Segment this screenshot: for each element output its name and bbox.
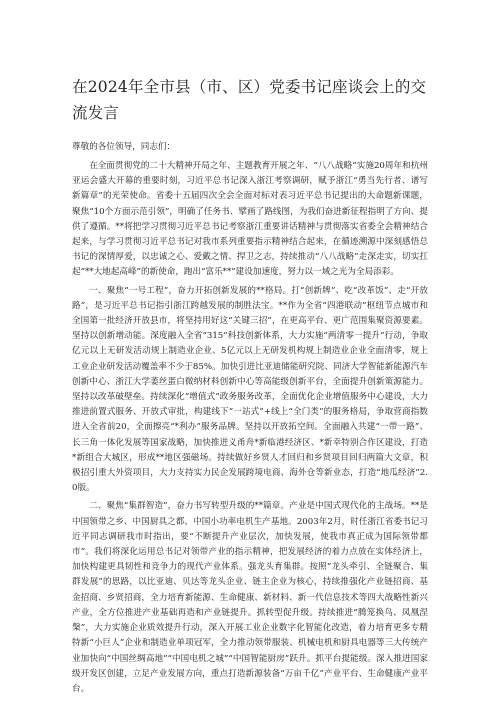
body-paragraph-intro: 在全面贯彻党的二十大精神开局之年、主题教育开展之年、“八八战略”实施20周年和杭州亚运会盛大开幕的重要时刻，习近平总书记深入浙江考察调研，赋予浙江“勇当先行者、谱写新篇章”的光荣使命。省委十五届四次全会全面对标对表习近平总书记提出的大命题新课题，聚焦“10个方面示范引领”，明确了任务书、擘画了路线图，为我们奋进新征程指明了方向、提供了遵循。**将把学习贯彻习近平总书记考察浙江重要讲话精神与贯彻落实省委全会精神结合起来，与学习贯彻习近平总书记对我市系列重要指示精神结合起来，在循迹溯源中深刻感悟总书记的深情厚爱，以忠诚之心、爱戴之情、捍卫之志，持续推动“八八战略”走深走实，切实扛起“**大地起高峰”的新使命，跑出“富乐**”建设加速度，努力以一域之光为全局添彩。 [72, 161, 428, 278]
salutation: 尊敬的各位领导，同志们： [72, 142, 176, 152]
body-paragraph-section-one: 一、聚焦“一号工程”，奋力开拓创新发展的**格局。打“创新牌”、吃“改革饭”、走“开放路”，是习近平总书记指引浙江跨越发展的制胜法宝。**作为全省“四港联动”枢纽节点城市和全国第一批经济开放县市，将坚持用好这“关键三招”，在更高平台、更广范围集聚资源要素。坚持以创新增动能。深度融入全省“315”科技创新体系，大力实施“两清零一提升”行动，争取亿元以上无研发活动规上制造业企业、5亿元以上无研发机构规上制造业企业全面清零，规上工业企业研发活动覆盖率不少于85%。加快引进比亚迪储能研究院、同济大学智能新能源汽车创新中心、浙江大学萎丝蛋白微纳材料创新中心等高能级创新平台，全面提升创新策源能力。坚持以改革破壁垒。持续深化“增值式”政务服务改革，全面优化企业增值服务中心建设，大力推进前置式服务、开放式审批，构建线下“一站式”+线上“全门类”的服务格局，争取营商指数进入全省前20，全面擦亮“*利办”服务品牌。坚持以开放拓空间。全面融入共建“一带一路”、长三角一体化发展等国家战略，加快推进义甬舟*新临港经济区、*新幸特别合作区建设，打造*新组合大城区，形成**地区强磁场。持续做好乡贤人才回归和乡贤项目回归两篇大文章，积极招引重大外资项目，大力支持实力民企发展跨境电商、海外仓等新业态，打造“地瓜经济”2.0版。 [72, 285, 428, 494]
body-paragraph-section-two: 二、聚焦“集群智造”，奋力书写转型升级的**篇章。产业是中国式现代化的主战场。**是中国领带之乡、中国厨具之都、中国小功率电机生产基地。2003年2月，时任浙江省委书记习近平同志调研我市时指出，要“不断提升产业层次，加快发展，使我市真正成为国际领带都市”。我们将深化运用总书记对领带产业的指示精神，把发展经济的着力点放在实体经济上，加快构建更具韧性和竞争力的现代产业体系。强龙头育集群。按照“龙头牵引、全链聚合、集群发展”的思路，以比亚迪、贝达等龙头企业、链主企业为核心，持续推强化产业链招商、基金招商、乡贤招商，全力培育新能源、生命健康、新材料、新一代信息技术等四大战略性新兴产业，全方位推进产业基础再造和产业链提升。抓转型促升级。持续推进“腾笼换鸟、凤凰涅槃”，大力实施企业质效提升行动，深入开展工业企业数字化智能化改造，着力培育更多专精特新“小巨人”企业和制造业单项冠军，全力推动领带服装、机械电机和厨具电器等三大传统产业加快向“中国丝绸高地”“中国电机之城”“中国智能厨房”跃升。抓平台提能级。深入推进国家级开发区创建，立足产业发展方向，重点打造新源装备“万亩千亿”产业平台、生命健康产业平台。 [72, 501, 428, 694]
document-title: 在2024年全市县（市、区）党委书记座谈会上的交流发言 [72, 78, 427, 122]
